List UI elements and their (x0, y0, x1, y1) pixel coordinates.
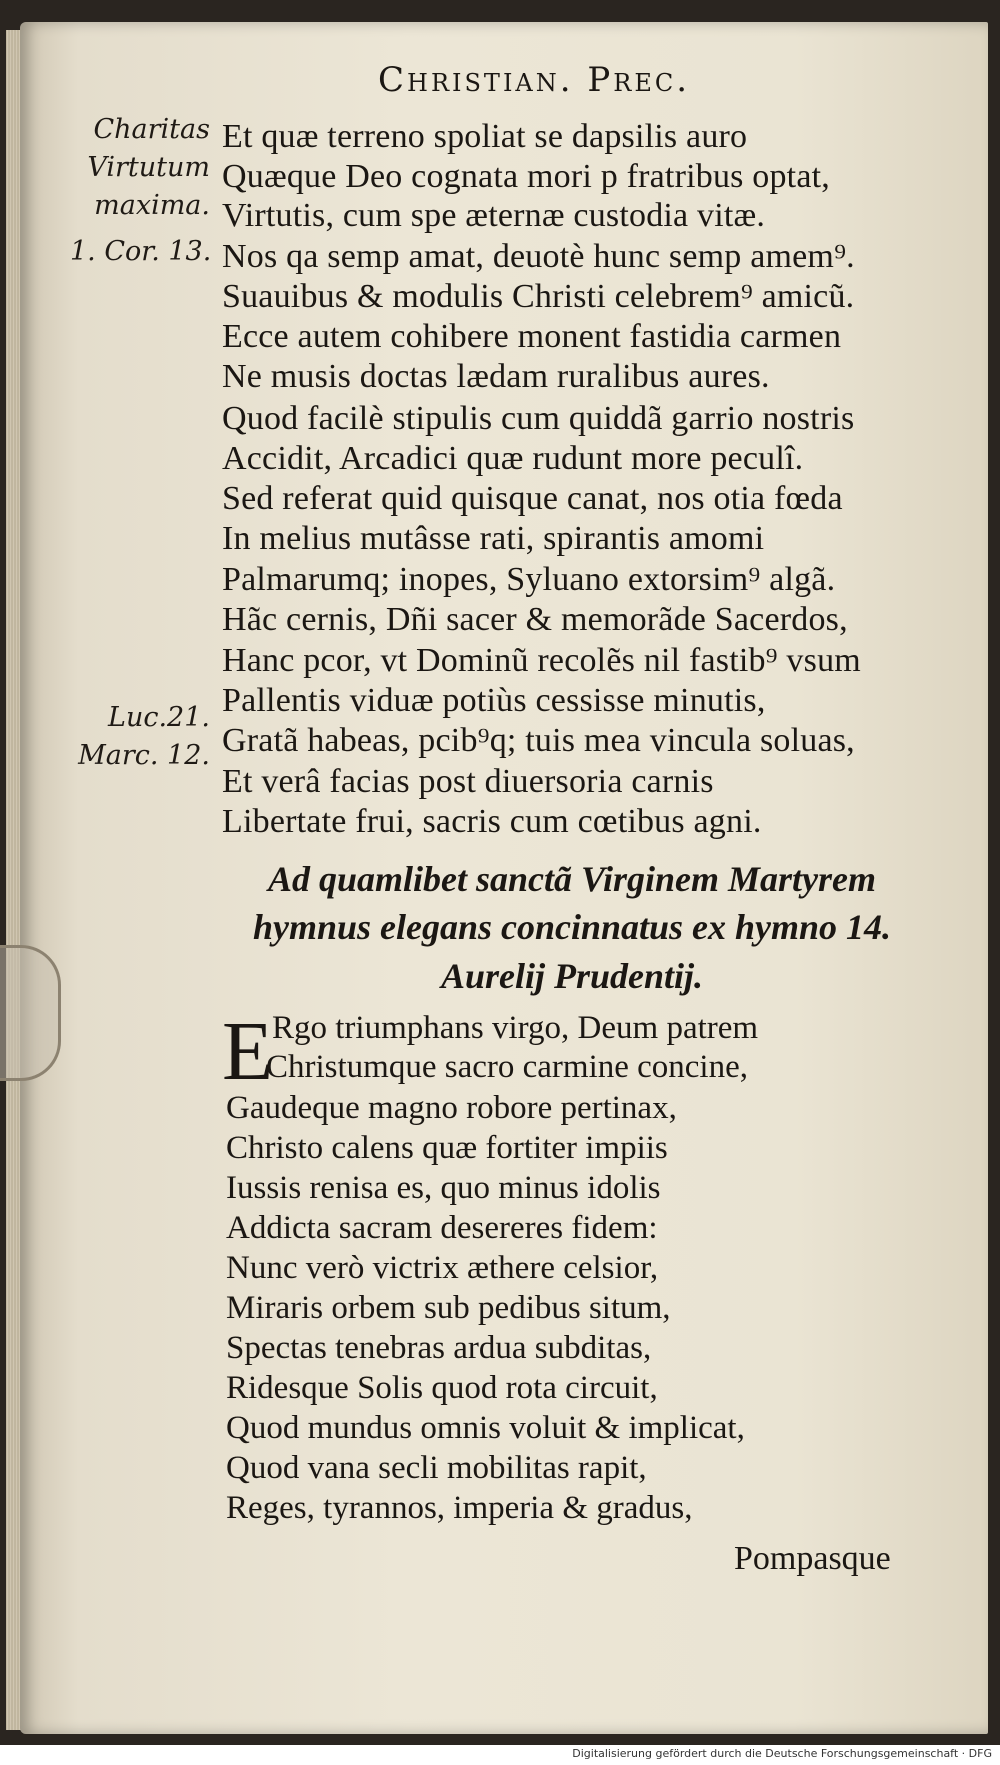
hymn-line: Spectas tenebras ardua subditas, (226, 1330, 652, 1366)
hymn-line: Iussis renisa es, quo minus idolis (226, 1170, 661, 1206)
margin-note-virtutum: Virtutum (87, 152, 210, 183)
verse-line: Ecce autem cohibere monent fastidia carmen (222, 318, 842, 355)
margin-note-maxima: maxima. (94, 190, 210, 221)
margin-note-luc: Luc.21. (108, 702, 210, 733)
verse-line: Sed referat quid quisque canat, nos otia fœda (222, 480, 843, 517)
hymn-heading-line: Aurelij Prudentij. (440, 956, 704, 996)
verse-line: Ne musis doctas lædam ruralibus aures. (222, 358, 770, 395)
margin-note-charitas: Charitas (93, 114, 210, 145)
hymn-line: Gaudeque magno robore pertinax, (226, 1090, 677, 1126)
verse-line: Virtutis, cum spe æternæ custodia vitæ. (222, 197, 766, 234)
hymn-line: Nunc verò victrix æthere celsior, (226, 1250, 659, 1286)
verse-line: Quæque Deo cognata mori p fratribus optat, (222, 158, 830, 195)
verse-line: Pallentis viduæ potiùs cessisse minutis, (222, 682, 766, 719)
hymn-line: Christumque sacro carmine concine, (266, 1049, 748, 1085)
hymn-first-line: Rgo triumphans virgo, Deum patrem (272, 1010, 759, 1046)
verse-line: In melius mutâsse rati, spirantis amomi (222, 520, 765, 557)
hymn-line: Quod mundus omnis voluit & implicat, (226, 1410, 745, 1446)
verse-line: Hanc pcor, vt Dominũ recolẽs nil fastib⁹ vsum (222, 642, 861, 679)
margin-note-cor: 1. Cor. 13. (70, 236, 212, 267)
verse-line: Quod facilè stipulis cum quiddã garrio nostris (222, 400, 855, 437)
verse-line: Et verâ facias post diuersoria carnis (222, 763, 714, 800)
verse-line: Nos qa semp amat, deuotè hunc semp amem⁹. (222, 238, 855, 275)
digitization-credit: Digitalisierung gefördert durch die Deutsche Forschungsgemeinschaft · DFG (572, 1747, 992, 1760)
verse-line: Palmarumq; inopes, Syluano extorsim⁹ algã. (222, 561, 836, 598)
hymn-heading-line: Ad quamlibet sanctã Virginem Martyrem (267, 859, 877, 899)
running-head: Christian. Prec. (378, 60, 691, 100)
hymn-line: Addicta sacram desereres fidem: (226, 1210, 658, 1246)
book-clasp (0, 945, 61, 1081)
verse-line: Gratã habeas, pcib⁹q; tuis mea vincula soluas, (222, 722, 855, 759)
hymn-line: Reges, tyrannos, imperia & gradus, (226, 1490, 693, 1526)
hymn-line: Quod vana secli mobilitas rapit, (226, 1450, 647, 1486)
hymn-line: Miraris orbem sub pedibus situm, (226, 1290, 671, 1326)
verse-line: Et quæ terreno spoliat se dapsilis auro (222, 118, 748, 155)
drop-cap: E (222, 1005, 274, 1098)
verse-line: Suauibus & modulis Christi celebrem⁹ amicũ. (222, 278, 855, 315)
verse-line: Accidit, Arcadici quæ rudunt more peculî. (222, 440, 804, 477)
hymn-line: Ridesque Solis quod rota circuit, (226, 1370, 658, 1406)
hymn-line: Christo calens quæ fortiter impiis (226, 1130, 668, 1166)
catchword: Pompasque (734, 1540, 891, 1577)
verse-line: Libertate frui, sacris cum cœtibus agni. (222, 803, 762, 840)
hymn-heading-line: hymnus elegans concinnatus ex hymno 14. (252, 907, 892, 947)
verse-line: Hãc cernis, Dñi sacer & memorãde Sacerdos, (222, 601, 848, 638)
margin-note-marc: Marc. 12. (78, 740, 210, 771)
